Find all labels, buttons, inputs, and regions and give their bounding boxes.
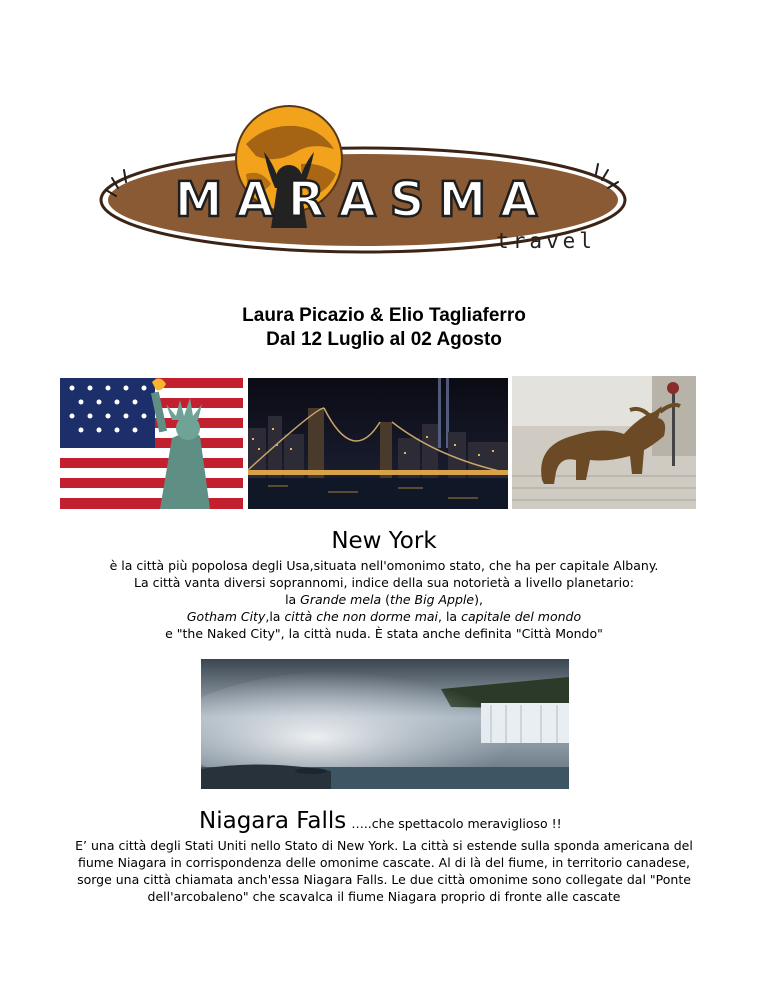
- authors-heading: Laura Picazio & Elio Tagliaferro: [242, 305, 526, 326]
- text-run: ),: [474, 592, 483, 607]
- marasma-travel-logo: [96, 104, 630, 262]
- text-run-italic: Grande mela: [300, 592, 382, 607]
- dates-heading: Dal 12 Luglio al 02 Agosto: [266, 329, 502, 350]
- new-york-line-2: La città vanta diversi soprannomi, indice della sua notorietà a livello planetario:: [134, 575, 634, 590]
- brooklyn-bridge-night-photo: [248, 378, 508, 509]
- text-run-italic: Gotham City: [186, 609, 266, 624]
- niagara-line-3: sorge una città chiamata anch'essa Niagara Falls. Le due città omonime sono collegate dal "Ponte: [77, 872, 691, 887]
- new-york-line-1: è la città più popolosa degli Usa,situata nell'omonimo stato, che ha per capitale Albany.: [109, 558, 659, 573]
- niagara-line-2: fiume Niagara in corrispondenza delle omonime cascate. Al di là del fiume, in territorio canadese,: [77, 855, 691, 870]
- text-run: la: [285, 592, 301, 607]
- niagara-line-4: dell'arcobaleno" che scavalca il fiume Niagara proprio di fronte alle cascate: [147, 889, 621, 904]
- new-york-line-3: [0, 591, 768, 608]
- niagara-subtitle: …..che spettacolo meraviglioso !!: [351, 816, 562, 831]
- text-run: (: [381, 592, 391, 607]
- charging-bull-photo: [512, 376, 696, 509]
- text-run: , la: [438, 609, 462, 624]
- niagara-heading: [199, 808, 562, 834]
- new-york-title: New York: [331, 528, 437, 554]
- text-run-italic: the Big Apple: [390, 592, 475, 607]
- niagara-line-1: E’ una città degli Stati Uniti nello Stato di New York. La città si estende sulla sponda americana del: [75, 838, 693, 853]
- text-run-italic: città che non dorme mai: [284, 609, 439, 624]
- niagara-falls-mist-photo: [201, 659, 569, 789]
- brand-wordmark: MARASMA: [174, 172, 552, 228]
- text-run: ,la: [265, 609, 285, 624]
- niagara-title: Niagara Falls: [199, 808, 347, 834]
- text-run-italic: capitale del mondo: [461, 609, 582, 624]
- logo-tagline: travel: [496, 229, 596, 253]
- new-york-line-5: e "the Naked City", la città nuda. È stata anche definita "Città Mondo": [165, 626, 603, 641]
- new-york-line-4: [0, 608, 768, 625]
- statue-of-liberty-flag-photo: [60, 378, 243, 509]
- new-york-description: [0, 557, 768, 642]
- niagara-description: [0, 837, 768, 905]
